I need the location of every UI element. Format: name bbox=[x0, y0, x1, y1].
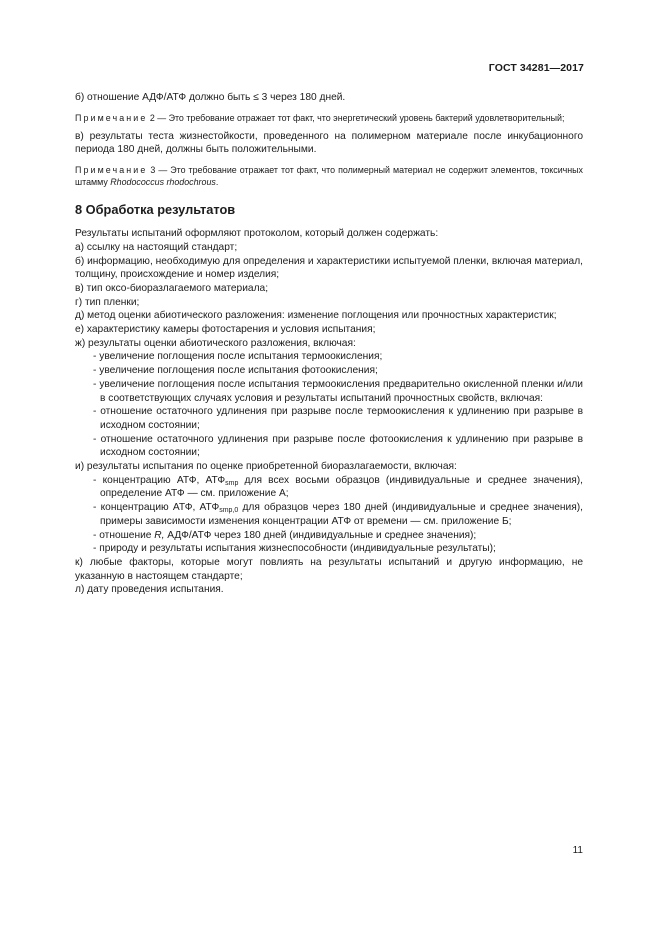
list-item-v: в) тип оксо-биоразлагаемого материала; bbox=[75, 282, 269, 294]
sublist-text: - отношение bbox=[93, 529, 155, 541]
sublist-item-atp-concentration bbox=[75, 474, 583, 501]
document-number-header: ГОСТ 34281—2017 bbox=[488, 62, 584, 74]
sublist-text: АДФ/АТФ через 180 дней (индивидуальные и среднее значения); bbox=[164, 529, 477, 541]
note-2 bbox=[75, 112, 583, 124]
list-item-k: к) любые факторы, которые могут повлиять на результаты испытаний и другую информацию, не указанную в настоящем стандарте; bbox=[75, 556, 583, 582]
sublist-text: для образцов через 180 дней (индивидуальные и среднее значения), примеры зависимости изменения концентрации АТФ от времени — см. приложение Б; bbox=[100, 502, 583, 527]
section-intro: Результаты испытаний оформляют протоколом, который должен содержать: bbox=[75, 228, 439, 240]
list-item-b: б) информацию, необходимую для определения и характеристики испытуемой пленки, включая материал, толщину, происхождение и номер изделия; bbox=[75, 255, 583, 281]
page-number: 11 bbox=[572, 845, 583, 856]
list-item-i: и) результаты испытания по оценке приобретенной биоразлагаемости, включая: bbox=[75, 461, 457, 473]
list-item-d: д) метод оценки абиотического разложения: изменение поглощения или прочностных характеристик; bbox=[75, 310, 557, 322]
section-heading: 8 Обработка результатов bbox=[75, 202, 236, 218]
sublist-text: - концентрацию АТФ, АТФ bbox=[93, 474, 226, 486]
note-3-label: Примечание bbox=[75, 165, 148, 176]
sublist-item: - увеличение поглощения после испытания термоокисления; bbox=[93, 351, 383, 363]
list-item-g: г) тип пленки; bbox=[75, 296, 140, 308]
sublist-item-viability: - природу и результаты испытания жизнеспособности (индивидуальные результаты); bbox=[93, 543, 496, 555]
sublist-item-atp-180 bbox=[75, 501, 583, 528]
ratio-symbol: R, bbox=[154, 529, 165, 541]
page-content bbox=[75, 91, 583, 597]
sublist-item: - отношение остаточного удлинения при разрыве после термоокисления к удлинению при разрыве в исходном состоянии; bbox=[93, 406, 583, 431]
list-item-l: л) дату проведения испытания. bbox=[75, 584, 224, 596]
subscript-smp0: smp,0 bbox=[219, 507, 239, 515]
sublist-text: для всех восьми образцов (индивидуальные и среднее значения), определение АТФ — см. приложение А; bbox=[100, 474, 584, 500]
note-3-text: 3 — Это требование отражает тот факт, что полимерный материал не содержит элементов, токсичных штамму bbox=[75, 165, 583, 188]
subscript-smp: smp bbox=[225, 479, 239, 487]
note-3-species: Rhodococcus rhodochrous bbox=[110, 177, 216, 188]
list-item-v-viability: в) результаты теста жизнестойкости, проведенного на полимерном материале после инкубационного периода 180 дней, должны быть положительными. bbox=[75, 130, 583, 156]
list-item-e: е) характеристику камеры фотостарения и условия испытания; bbox=[75, 324, 376, 336]
note-3-end: . bbox=[215, 177, 219, 188]
list-item-b-ratio: б) отношение АДФ/АТФ должно быть ≤ 3 через 180 дней. bbox=[75, 92, 346, 103]
note-2-text: 2 — Это требование отражает тот факт, что энергетический уровень бактерий удовлетворительный; bbox=[147, 112, 565, 123]
sublist-item-ratio-r bbox=[75, 529, 583, 543]
note-2-label: Примечание bbox=[75, 112, 148, 123]
sublist-item: - увеличение поглощения после испытания фотоокисления; bbox=[93, 365, 378, 377]
note-3 bbox=[75, 164, 583, 188]
sublist-text: - концентрацию АТФ, АТФ bbox=[93, 502, 220, 514]
list-item-zh: ж) результаты оценки абиотического разложения, включая: bbox=[75, 337, 356, 349]
sublist-item: - отношение остаточного удлинения при разрыве после фотоокисления к удлинению при разрыве в исходном состоянии; bbox=[93, 433, 583, 459]
sublist-item: - увеличение поглощения после испытания термоокисления предварительно окисленной пленки и/или в соответствующих случаях условия и результаты испытаний прочностных свойств, включая: bbox=[93, 378, 583, 404]
list-item-a: а) ссылку на настоящий стандарт; bbox=[75, 241, 238, 253]
